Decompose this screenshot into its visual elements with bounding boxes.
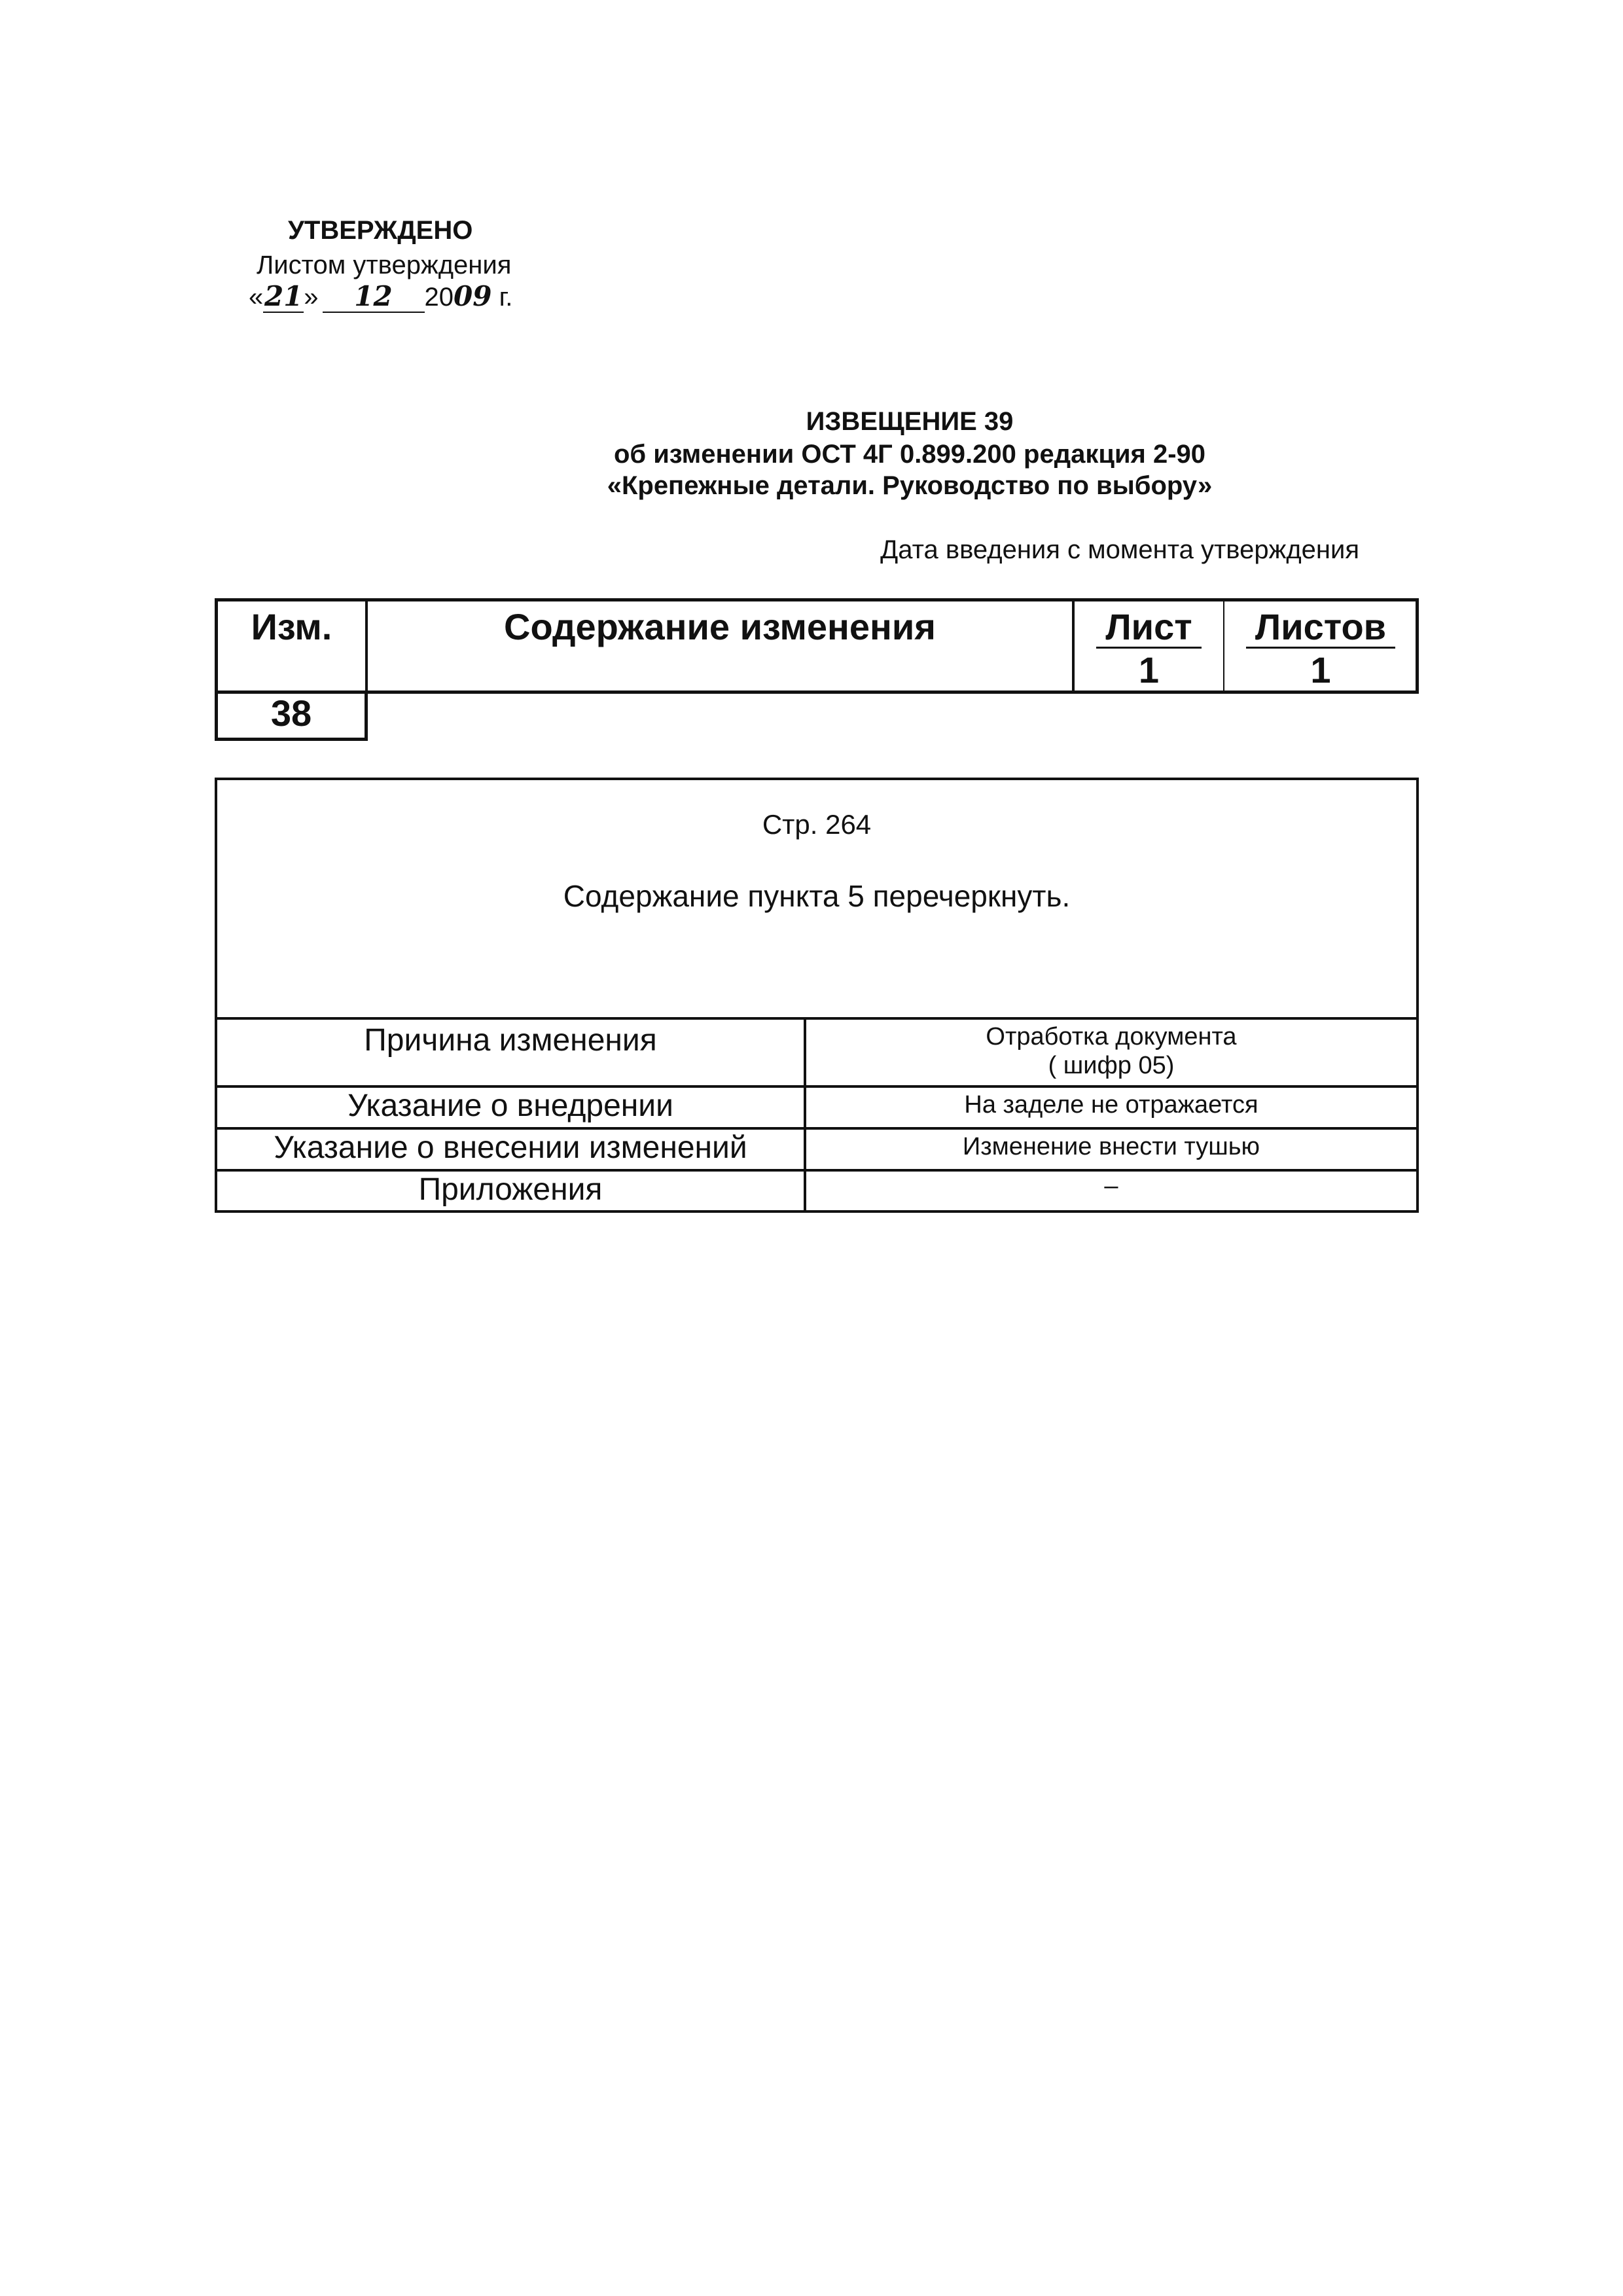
approval-year-unit: г. [499,283,513,312]
sheets-count: 1 [1310,649,1331,691]
row-divider [217,1127,1416,1130]
quote-open: « [249,283,264,312]
change-number-cell: 38 [215,692,368,741]
sheet-label: Лист [1096,607,1201,649]
attachments-label: Приложения [418,1172,603,1207]
change-content-text: Содержание пункта 5 перечеркнуть. [563,879,1071,913]
approval-day: 21 [264,280,303,312]
page-reference: Стр. 264 [762,809,872,840]
divider [1223,601,1224,691]
sheets-label: Листов [1246,607,1395,649]
attachments-value: – [1104,1172,1118,1200]
content-table [215,778,1419,1213]
approval-year-suffix: 09 [454,280,492,312]
introduction-date: Дата введения с момента утверждения [880,535,1359,564]
header-table [215,598,1419,694]
change-entry-value: Изменение внести тушью [962,1133,1260,1160]
sheets-header [1226,605,1416,649]
implementation-value: На заделе не отражается [964,1091,1258,1119]
sheet-header [1075,605,1223,649]
notice-subtitle: об изменении ОСТ 4Г 0.899.200 редакция 2-90 [613,440,1206,469]
row-divider [217,1085,1416,1088]
quote-close: » [304,283,319,312]
implementation-label: Указание о внедрении [348,1088,673,1123]
approval-date [249,280,512,313]
row-divider [217,1017,1416,1020]
notice-title: ИЗВЕЩЕНИЕ 39 [806,407,1014,436]
reason-value-line2: ( шифр 05) [1048,1052,1175,1079]
reason-value-line1: Отработка документа [986,1023,1237,1050]
content-header: Содержание изменения [504,606,936,647]
approval-month: 12 [323,281,425,313]
approval-title: УТВЕРЖДЕНО [288,216,473,245]
approval-sheet-text: Листом утверждения [257,251,512,279]
change-number-header: Изм. [251,606,332,647]
notice-document-name: «Крепежные детали. Руководство по выбору» [607,471,1213,500]
sheet-number: 1 [1138,649,1160,691]
approval-year-prefix: 20 [424,283,454,312]
change-entry-label: Указание о внесении изменений [274,1130,747,1165]
reason-label: Причина изменения [364,1023,657,1058]
